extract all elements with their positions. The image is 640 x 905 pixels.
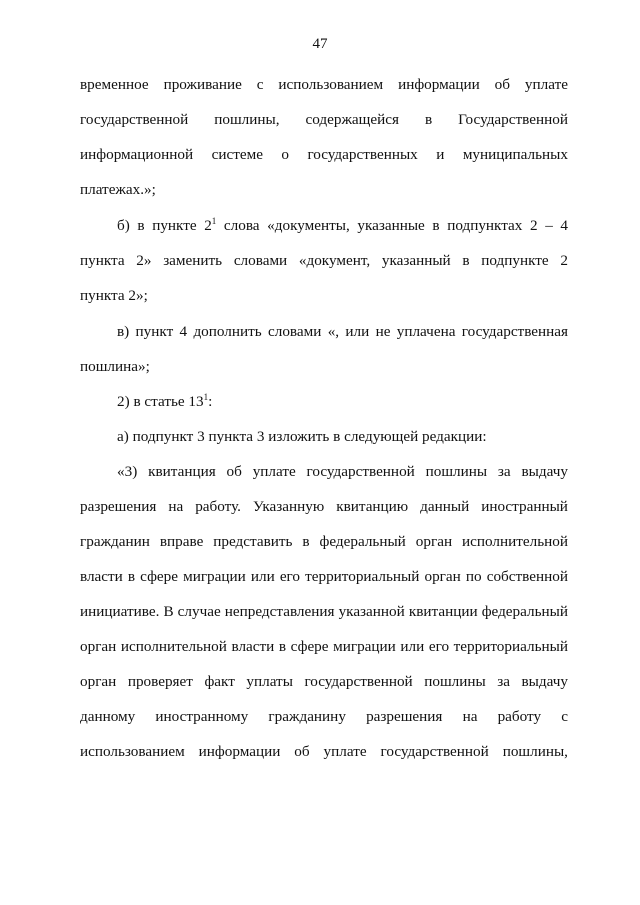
word: гражданин <box>80 533 150 550</box>
word: указанные <box>357 217 425 234</box>
word: б) <box>117 217 130 234</box>
word: уплате <box>524 76 568 93</box>
word: Указанную <box>252 498 325 515</box>
word: «документы, <box>267 217 350 234</box>
word: 2» <box>136 252 152 269</box>
word: и <box>436 146 445 163</box>
word: содержащейся <box>305 111 399 128</box>
word: иностранный <box>481 498 568 515</box>
text-line <box>80 672 568 692</box>
word: об <box>494 76 510 93</box>
word: выдачу <box>521 463 568 480</box>
line-text: пошлина»; <box>80 358 150 375</box>
word: разрешения <box>80 498 157 515</box>
line-suffix: : <box>208 393 213 410</box>
word: 2 <box>530 217 538 234</box>
word: «3) <box>117 463 138 480</box>
word: пошлины <box>425 463 488 480</box>
word: уплате <box>252 463 296 480</box>
word: об <box>226 463 242 480</box>
word: разрешения <box>366 708 443 725</box>
word: проверяет <box>127 673 193 690</box>
text-line <box>80 742 568 762</box>
page-number: 47 <box>312 36 328 52</box>
word: власти <box>231 638 275 655</box>
word: уплаты <box>246 673 293 690</box>
word: орган <box>80 673 117 690</box>
word: вправе <box>159 533 204 550</box>
word: «документ, <box>298 252 371 269</box>
word: данному <box>80 708 136 725</box>
word: на <box>462 708 478 725</box>
word: уплате <box>323 743 367 760</box>
word: государственной <box>380 743 489 760</box>
word: территориальный <box>453 638 568 655</box>
word: с <box>256 76 264 93</box>
word: собственной <box>486 568 568 585</box>
word: подпунктах <box>447 217 523 234</box>
word: гражданину <box>268 708 346 725</box>
text-line <box>117 216 568 236</box>
word: на <box>168 498 184 515</box>
word: пункта <box>80 252 125 269</box>
text-line <box>80 532 568 552</box>
word: орган <box>80 638 117 655</box>
word: по <box>465 568 482 585</box>
word: или <box>250 568 275 585</box>
word: пошлины <box>424 673 486 690</box>
word: данный <box>420 498 470 515</box>
text-line <box>80 286 568 306</box>
superscript: 1 <box>203 392 209 402</box>
word: информации <box>198 743 281 760</box>
word: использованием <box>80 743 185 760</box>
word: Государственной <box>458 111 568 128</box>
word: муниципальных <box>462 146 568 163</box>
word: с <box>561 708 568 725</box>
text-line <box>117 427 568 447</box>
word: в <box>432 217 440 234</box>
word: его <box>428 638 450 655</box>
word: В <box>163 603 174 620</box>
word: 2 <box>560 252 568 269</box>
word: в <box>462 252 470 269</box>
word: пошлины, <box>214 111 280 128</box>
word: орган <box>415 533 453 550</box>
word: территориальный <box>305 568 420 585</box>
text-line <box>117 322 568 342</box>
word: факт <box>204 673 235 690</box>
word: исполнительной <box>120 638 227 655</box>
word: в <box>278 638 287 655</box>
word: работу <box>497 708 542 725</box>
word: слова <box>223 217 260 234</box>
word: квитанции <box>408 603 478 620</box>
word: проживание <box>163 76 242 93</box>
text-line <box>80 602 568 622</box>
line-text: а) подпункт 3 пункта 3 изложить в следующей редакции: <box>117 428 487 445</box>
word: орган <box>424 568 461 585</box>
word: или <box>400 638 425 655</box>
word: квитанцию <box>336 498 409 515</box>
text-line <box>80 637 568 657</box>
word: представить <box>213 533 293 550</box>
word: в <box>127 568 136 585</box>
word: квитанция <box>148 463 216 480</box>
word: исполнительной <box>462 533 568 550</box>
word: указанный <box>381 252 451 269</box>
word: иностранному <box>155 708 249 725</box>
word: пошлины, <box>502 743 568 760</box>
word: миграции <box>183 568 246 585</box>
text-line <box>80 357 568 377</box>
word: государственной <box>306 463 415 480</box>
word: временное <box>80 76 149 93</box>
word: государственных <box>307 146 418 163</box>
word: государственной <box>304 673 413 690</box>
word: власти <box>80 568 123 585</box>
word: сфере <box>290 638 329 655</box>
text-line <box>80 110 568 130</box>
word: пункте <box>152 217 197 234</box>
word <box>204 216 216 236</box>
line-text: 2) в статье 13 <box>117 393 204 410</box>
word: инициативе. <box>80 603 160 620</box>
word: за <box>497 673 510 690</box>
line-text: в) пункт 4 дополнить словами «, или не уплачена государственная <box>117 323 568 340</box>
word: использованием <box>278 76 384 93</box>
word: информации <box>398 76 480 93</box>
word: сфере <box>140 568 178 585</box>
word: – <box>545 217 553 234</box>
text-line <box>80 497 568 517</box>
word: его <box>279 568 300 585</box>
text-line <box>80 251 568 271</box>
word: указанной <box>338 603 405 620</box>
text-line <box>80 145 568 165</box>
word: в <box>424 111 433 128</box>
line-text: пункта 2»; <box>80 287 148 304</box>
word: информационной <box>80 146 194 163</box>
text-line <box>80 75 568 95</box>
word: выдачу <box>521 673 568 690</box>
word: словами <box>233 252 288 269</box>
word: об <box>294 743 310 760</box>
word: непредставления <box>224 603 335 620</box>
word: работу. <box>195 498 241 515</box>
word: в <box>302 533 310 550</box>
word: за <box>497 463 511 480</box>
text-line <box>117 462 568 482</box>
word: федеральный <box>319 533 406 550</box>
superscript: 1 <box>211 216 217 226</box>
word: федеральный <box>481 603 568 620</box>
text-line <box>80 707 568 727</box>
text-line <box>80 567 568 587</box>
word: системе <box>211 146 263 163</box>
word: государственной <box>80 111 189 128</box>
word: 4 <box>560 217 568 234</box>
word: подпункте <box>481 252 549 269</box>
text-line <box>117 392 568 412</box>
word: случае <box>177 603 221 620</box>
word: в <box>137 217 145 234</box>
word: заменить <box>163 252 223 269</box>
word: о <box>281 146 289 163</box>
text-line <box>80 180 568 200</box>
line-text: платежах.»; <box>80 181 156 198</box>
word-text: 2 <box>204 217 212 234</box>
word: миграции <box>333 638 396 655</box>
